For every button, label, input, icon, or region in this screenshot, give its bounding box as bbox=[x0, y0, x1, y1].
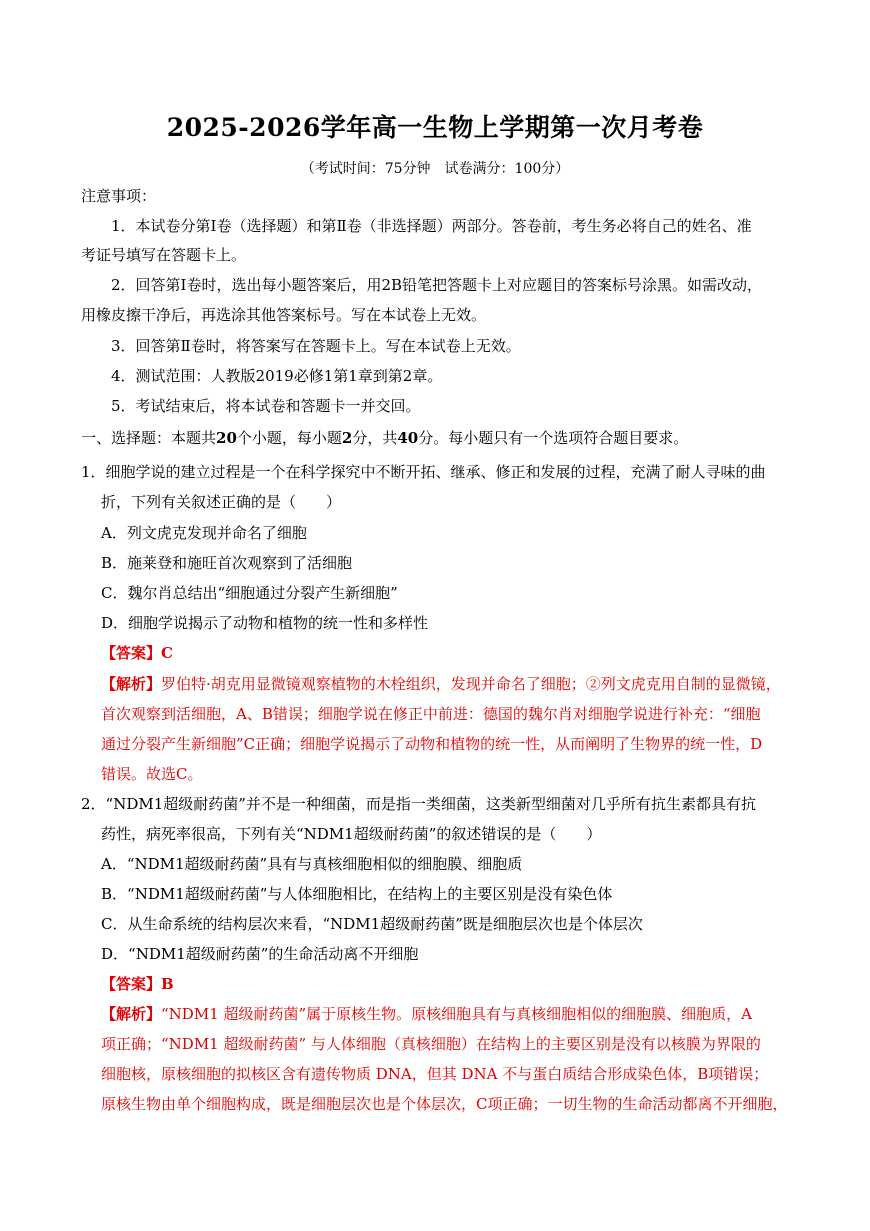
question-1-stem: 1．细胞学说的建立过程是一个在科学探究中不断开拓、继承、修正和发展的过程，充满了耐人寻味的曲 bbox=[81, 463, 766, 481]
question-2-option-c: C．从生命系统的结构层次来看，“NDM1超级耐药菌”既是细胞层次也是个体层次 bbox=[101, 915, 643, 933]
section-heading: 一、选择题：本题共20个小题，每小题2分，共40分。每小题只有一个选项符合题目要求。 bbox=[81, 429, 689, 447]
notice-heading: 注意事项： bbox=[81, 187, 157, 205]
question-2-analysis: 细胞核，原核细胞的拟核区含有遗传物质 DNA，但其 DNA 不与蛋白质结合形成染色体，B项错误； bbox=[101, 1065, 769, 1083]
question-1-analysis: 通过分裂产生新细胞”C正确；细胞学说揭示了动物和植物的统一性，从而阐明了生物界的统一性，D bbox=[101, 735, 763, 753]
question-2-option-b: B．“NDM1超级耐药菌”与人体细胞相比，在结构上的主要区别是没有染色体 bbox=[101, 885, 613, 903]
question-1-analysis: 错误。故选C。 bbox=[101, 765, 203, 783]
notice-line: 4．测试范围：人教版2019必修1第1章到第2章。 bbox=[111, 367, 443, 385]
question-1-option-c: C．魏尔肖总结出“细胞通过分裂产生新细胞” bbox=[101, 584, 398, 602]
notice-line: 用橡皮擦干净后，再选涂其他答案标号。写在本试卷上无效。 bbox=[81, 306, 487, 324]
exam-title: 2025-2026学年高一生物上学期第一次月考卷 bbox=[166, 113, 704, 142]
question-2-analysis: 原核生物由单个细胞构成，既是细胞层次也是个体层次，C项正确；一切生物的生命活动都离不开细胞， bbox=[101, 1095, 788, 1113]
exam-subtitle: （考试时间：75分钟 试卷满分：100分） bbox=[300, 161, 570, 177]
question-2-stem: 2．“NDM1超级耐药菌”并不是一种细菌，而是指一类细菌，这类新型细菌对几乎所有抗生素都具有抗 bbox=[81, 795, 756, 813]
notice-line: 考证号填写在答题卡上。 bbox=[81, 246, 247, 264]
notice-line: 3．回答第Ⅱ卷时，将答案写在答题卡上。写在本试卷上无效。 bbox=[111, 337, 521, 355]
notice-line: 1．本试卷分第Ⅰ卷（选择题）和第Ⅱ卷（非选择题）两部分。答卷前，考生务必将自己的姓名、准 bbox=[111, 217, 752, 235]
question-2-answer: 【答案】B bbox=[101, 975, 174, 993]
question-2-option-a: A．“NDM1超级耐药菌”具有与真核细胞相似的细胞膜、细胞质 bbox=[101, 855, 523, 873]
question-1-answer: 【答案】C bbox=[101, 644, 173, 662]
question-2-analysis: 【解析】“NDM1 超级耐药菌”属于原核生物。原核细胞具有与真核细胞相似的细胞膜、细胞质，A bbox=[101, 1005, 753, 1023]
question-2-option-d: D．“NDM1超级耐药菌”的生命活动离不开细胞 bbox=[101, 945, 419, 963]
question-1-option-d: D．细胞学说揭示了动物和植物的统一性和多样性 bbox=[101, 614, 429, 632]
question-1-option-b: B．施莱登和施旺首次观察到了活细胞 bbox=[101, 554, 353, 572]
question-2-stem: 药性，病死率很高，下列有关“NDM1超级耐药菌”的叙述错误的是（ ） bbox=[101, 825, 602, 843]
question-1-analysis: 首次观察到活细胞，A、B错误；细胞学说在修正中前进：德国的魏尔肖对细胞学说进行补充：“细胞 bbox=[101, 705, 761, 723]
notice-line: 2．回答第Ⅰ卷时，选出每小题答案后，用2B铅笔把答题卡上对应题目的答案标号涂黑。如需改动， bbox=[111, 276, 763, 294]
question-2-analysis: 项正确；“NDM1 超级耐药菌” 与人体细胞（真核细胞）在结构上的主要区别是没有以核膜为界限的 bbox=[101, 1035, 761, 1053]
notice-line: 5．考试结束后，将本试卷和答题卡一并交回。 bbox=[111, 397, 421, 415]
question-1-stem: 折，下列有关叙述正确的是（ ） bbox=[101, 493, 342, 511]
question-1-option-a: A．列文虎克发现并命名了细胞 bbox=[101, 524, 307, 542]
question-1-analysis: 【解析】罗伯特·胡克用显微镜观察植物的木栓组织，发现并命名了细胞；②列文虎克用自制的显微镜， bbox=[101, 675, 781, 693]
